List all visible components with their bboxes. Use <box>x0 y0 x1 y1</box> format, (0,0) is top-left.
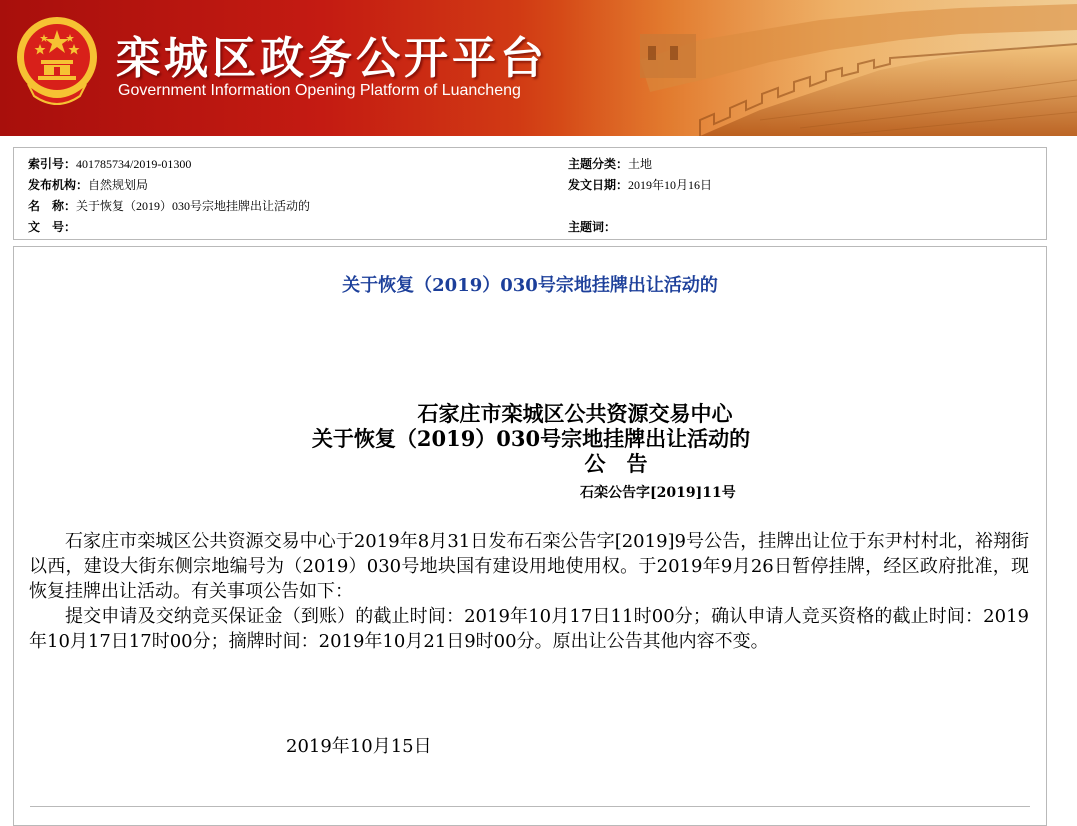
notice-doc-number: 石栾公告字[2019]11号 <box>580 485 736 501</box>
national-emblem-icon <box>14 14 100 108</box>
notice-body <box>29 529 1029 654</box>
meta-index-label: 索引号： <box>28 157 77 171</box>
meta-name-value: 关于恢复（2019）030号宗地挂牌出让活动的 <box>76 199 311 213</box>
meta-keywords <box>568 218 616 235</box>
site-subtitle: Government Information Opening Platform of Luancheng <box>118 82 521 99</box>
meta-topic-value: 土地 <box>628 157 653 171</box>
meta-name <box>28 197 310 214</box>
meta-index <box>28 155 191 172</box>
meta-org-value: 自然规划局 <box>88 178 149 192</box>
meta-index-value: 401785734/2019-01300 <box>76 157 192 171</box>
site-title: 栾城区政务公开平台 <box>116 33 548 84</box>
notice-label: 公 告 <box>584 451 648 476</box>
meta-keywords-label: 主题词： <box>568 220 617 234</box>
notice-issuer: 石家庄市栾城区公共资源交易中心 <box>417 401 733 426</box>
meta-topic-label: 主题分类： <box>568 157 629 171</box>
meta-docno <box>28 218 76 235</box>
meta-topic <box>568 155 652 172</box>
divider <box>30 806 1030 807</box>
meta-date <box>568 176 712 193</box>
meta-date-value: 2019年10月16日 <box>628 178 713 192</box>
meta-docno-label: 文 号： <box>28 220 77 234</box>
site-banner <box>0 0 1077 136</box>
document-title: 关于恢复（2019）030号宗地挂牌出让活动的 <box>342 275 718 296</box>
notice-sign-date: 2019年10月15日 <box>286 736 432 757</box>
meta-org <box>28 176 148 193</box>
notice-paragraph: 石家庄市栾城区公共资源交易中心于2019年8月31日发布石栾公告字[2019]9号公告，挂牌出让位于东尹村村北，裕翔街以西，建设大街东侧宗地编号为（2019）030号地块国有建设用地使用权。于2019年9月26日暂停挂牌，经区政府批准，现恢复挂牌出让活动。有关事项公告如下： <box>29 531 1029 602</box>
notice-paragraph: 提交申请及交纳竞买保证金（到账）的截止时间：2019年10月17日11时00分；确认申请人竞买资格的截止时间：2019年10月17日17时00分；摘牌时间：2019年10月21日9时00分。原出让公告其他内容不变。 <box>29 606 1029 652</box>
meta-date-label: 发文日期： <box>568 178 629 192</box>
document-meta-box <box>13 147 1047 240</box>
document-content-box <box>13 246 1047 826</box>
meta-name-label: 名 称： <box>28 199 77 213</box>
meta-org-label: 发布机构： <box>28 178 89 192</box>
notice-heading: 关于恢复（2019）030号宗地挂牌出让活动的 <box>311 426 751 451</box>
